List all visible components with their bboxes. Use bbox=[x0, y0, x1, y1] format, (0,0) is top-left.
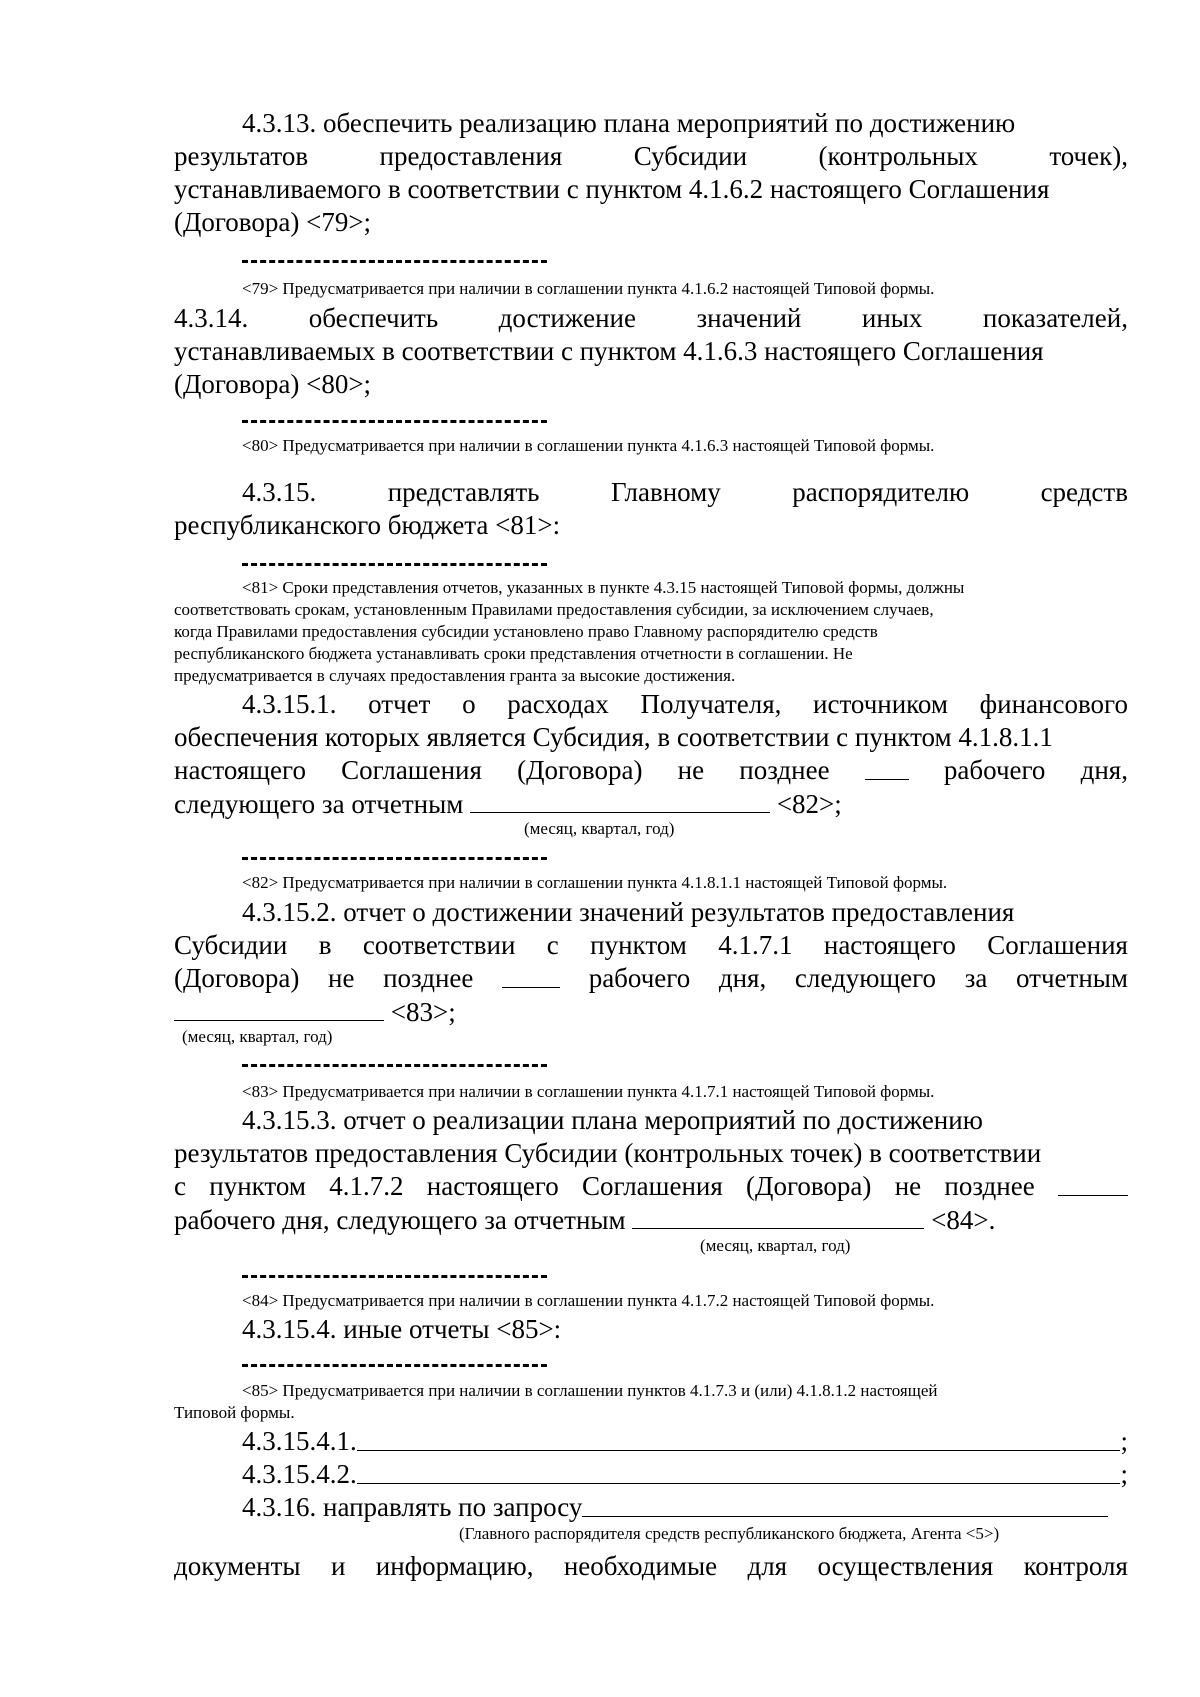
footnote-82: <82> Предусматривается при наличии в соглашении пункта 4.1.8.1.1 настоящей Типовой формы. bbox=[242, 873, 948, 892]
word: позднее bbox=[739, 755, 830, 785]
blank-field bbox=[357, 1461, 1121, 1484]
footnote-separator bbox=[242, 1275, 547, 1278]
word: (Договора) bbox=[174, 963, 300, 993]
footnote-81-line: предусматривается в случаях предоставления гранта за высокие достижения. bbox=[174, 666, 736, 685]
paragraph-line: 4.3.15.2. отчет о достижении значений результатов предоставления bbox=[242, 897, 1015, 927]
word: 4.1.7.1 bbox=[718, 930, 793, 960]
word: о bbox=[462, 689, 476, 719]
word: дня, bbox=[1080, 755, 1128, 785]
text-segment: 4.3.16. направлять по запросу bbox=[242, 1492, 583, 1522]
footnote-separator bbox=[242, 1064, 547, 1067]
paragraph-line-justified bbox=[174, 932, 1128, 959]
word: предоставления bbox=[379, 141, 563, 171]
footnote-81-line: когда Правилами предоставления субсидии установлено право Главному распорядителю средств bbox=[174, 622, 878, 641]
paragraph-line bbox=[174, 1206, 995, 1234]
text-segment: <82>; bbox=[770, 789, 842, 819]
paragraph-line: (Договора) <79>; bbox=[174, 207, 372, 237]
blank-field-period bbox=[470, 790, 770, 813]
footnote-81-line: республиканского бюджета устанавливать сроки представления отчетности в соглашении. Не bbox=[174, 644, 853, 663]
footnote-84: <84> Предусматривается при наличии в соглашении пункта 4.1.7.2 настоящей Типовой формы. bbox=[242, 1291, 935, 1310]
paragraph-line-justified bbox=[174, 965, 1128, 992]
word: настоящего bbox=[174, 755, 306, 785]
subitem-line bbox=[242, 1428, 1128, 1455]
footnote-85-line: Типовой формы. bbox=[174, 1403, 295, 1422]
text-segment: следующего за отчетным bbox=[174, 789, 471, 819]
paragraph-line-justified bbox=[242, 691, 1128, 718]
word: рабочего bbox=[588, 963, 691, 993]
text-segment: ; bbox=[1120, 1459, 1128, 1489]
word: настоящего bbox=[426, 1171, 559, 1201]
word: пунктом bbox=[590, 930, 687, 960]
paragraph-line: республиканского бюджета <81>: bbox=[174, 510, 561, 540]
word: Соглашения bbox=[341, 755, 482, 785]
blank-field-recipient bbox=[582, 1494, 1108, 1517]
blank-field-days bbox=[1058, 1173, 1128, 1196]
word: настоящего bbox=[823, 930, 956, 960]
word: (контрольных bbox=[818, 141, 978, 171]
word: в bbox=[318, 930, 332, 960]
paragraph-line-justified bbox=[174, 143, 1128, 170]
paragraph-line: результатов предоставления Субсидии (контрольных точек) в соответствии bbox=[174, 1138, 1042, 1168]
word: пунктом bbox=[209, 1171, 306, 1201]
text-segment: рабочего дня, следующего за отчетным bbox=[174, 1205, 633, 1235]
blank-field-days bbox=[502, 965, 560, 988]
paragraph-line: (Договора) <80>; bbox=[174, 369, 372, 399]
paragraph-line-justified bbox=[174, 757, 1128, 784]
paragraph-line-justified bbox=[174, 1553, 1128, 1580]
word: с bbox=[546, 930, 559, 960]
word: Получателя, bbox=[640, 689, 782, 719]
word: средств bbox=[1040, 477, 1128, 507]
subitem-line bbox=[242, 1461, 1128, 1488]
word: позднее bbox=[944, 1171, 1035, 1201]
paragraph-line: 4.3.13. обеспечить реализацию плана мероприятий по достижению bbox=[242, 108, 1016, 138]
footnote-81-line: соответствовать срокам, установленным Правилами предоставления субсидии, за исключением случаев, bbox=[174, 600, 934, 619]
word: информацию, bbox=[375, 1551, 534, 1581]
blank-field-days bbox=[865, 757, 909, 780]
word: контроля bbox=[1023, 1551, 1128, 1581]
word: 4.3.15. bbox=[242, 477, 317, 507]
word: 4.3.15.1. bbox=[242, 689, 337, 719]
word: с bbox=[174, 1171, 186, 1201]
blank-field bbox=[357, 1428, 1121, 1451]
word: распорядителю bbox=[792, 477, 970, 507]
word: достижение bbox=[498, 303, 636, 333]
footnote-85-line: <85> Предусматривается при наличии в соглашении пунктов 4.1.7.3 и (или) 4.1.8.1.2 настоящей bbox=[242, 1381, 938, 1400]
word: расходах bbox=[507, 689, 609, 719]
word: значений bbox=[696, 303, 802, 333]
footnote-80: <80> Предусматривается при наличии в соглашении пункта 4.1.6.3 настоящей Типовой формы. bbox=[242, 436, 935, 455]
footnote-separator bbox=[242, 857, 547, 860]
word: Главному bbox=[610, 477, 721, 507]
paragraph-line: устанавливаемого в соответствии с пунктом 4.1.6.2 настоящего Соглашения bbox=[174, 174, 1050, 204]
word: не bbox=[328, 963, 355, 993]
word: и bbox=[330, 1551, 346, 1581]
text-segment: <83>; bbox=[384, 997, 456, 1027]
blank-field-period bbox=[632, 1206, 924, 1229]
word: осуществления bbox=[817, 1551, 994, 1581]
word: обеспечить bbox=[308, 303, 439, 333]
word: представлять bbox=[387, 477, 540, 507]
word: необходимые bbox=[563, 1551, 718, 1581]
word: точек), bbox=[1049, 141, 1128, 171]
word: отчетным bbox=[1016, 963, 1128, 993]
word: 4.3.14. bbox=[174, 303, 249, 333]
paragraph-line bbox=[242, 1494, 1108, 1521]
word: не bbox=[894, 1171, 922, 1201]
blank-field-period bbox=[174, 998, 384, 1021]
paragraph-line: 4.3.15.4. иные отчеты <85>: bbox=[242, 1314, 562, 1344]
footnote-separator bbox=[242, 260, 547, 263]
word: следующего bbox=[794, 963, 937, 993]
word: источником bbox=[813, 689, 949, 719]
word: финансового bbox=[979, 689, 1128, 719]
word: отчет bbox=[368, 689, 431, 719]
word: Субсидии bbox=[174, 930, 288, 960]
paragraph-line bbox=[174, 790, 842, 818]
paragraph-line: устанавливаемых в соответствии с пунктом 4.1.6.3 настоящего Соглашения bbox=[174, 336, 1044, 366]
field-hint: (месяц, квартал, год) bbox=[700, 1236, 851, 1255]
word: не bbox=[677, 755, 705, 785]
word: за bbox=[964, 963, 988, 993]
word: Субсидии bbox=[633, 141, 748, 171]
footnote-separator bbox=[242, 420, 547, 423]
word: позднее bbox=[383, 963, 474, 993]
word: показателей, bbox=[982, 303, 1128, 333]
text-segment: 4.3.15.4.1. bbox=[242, 1426, 357, 1456]
paragraph-line-justified bbox=[174, 1173, 1128, 1200]
field-hint: (месяц, квартал, год) bbox=[524, 819, 675, 838]
footnote-83: <83> Предусматривается при наличии в соглашении пункта 4.1.7.1 настоящей Типовой формы. bbox=[242, 1082, 935, 1101]
word: рабочего bbox=[943, 755, 1046, 785]
footnote-79: <79> Предусматривается при наличии в соглашении пункта 4.1.6.2 настоящей Типовой формы. bbox=[242, 279, 935, 298]
paragraph-line-justified bbox=[174, 305, 1128, 332]
text-segment: <84>. bbox=[924, 1205, 996, 1235]
word: (Договора) bbox=[517, 755, 643, 785]
word: (Договора) bbox=[746, 1171, 872, 1201]
paragraph-line-justified bbox=[242, 479, 1128, 506]
word: документы bbox=[174, 1551, 301, 1581]
footnote-separator bbox=[242, 1364, 547, 1367]
footnote-81-line: <81> Сроки представления отчетов, указанных в пункте 4.3.15 настоящей Типовой формы, должны bbox=[242, 578, 965, 597]
word: иных bbox=[861, 303, 923, 333]
field-hint: (Главного распорядителя средств республиканского бюджета, Агента <5>) bbox=[459, 1524, 1000, 1543]
text-segment: ; bbox=[1120, 1426, 1128, 1456]
field-hint: (месяц, квартал, год) bbox=[182, 1027, 333, 1046]
text-segment: 4.3.15.4.2. bbox=[242, 1459, 357, 1489]
paragraph-line: 4.3.15.3. отчет о реализации плана мероприятий по достижению bbox=[242, 1105, 983, 1135]
footnote-separator bbox=[242, 563, 547, 566]
word: соответствии bbox=[362, 930, 516, 960]
word: 4.1.7.2 bbox=[329, 1171, 404, 1201]
word: результатов bbox=[174, 141, 309, 171]
word: Соглашения bbox=[582, 1171, 723, 1201]
word: Соглашения bbox=[987, 930, 1128, 960]
word: для bbox=[747, 1551, 788, 1581]
paragraph-line bbox=[174, 998, 456, 1026]
word: дня, bbox=[718, 963, 767, 993]
paragraph-line: обеспечения которых является Субсидия, в соответствии с пунктом 4.1.8.1.1 bbox=[174, 722, 1053, 752]
